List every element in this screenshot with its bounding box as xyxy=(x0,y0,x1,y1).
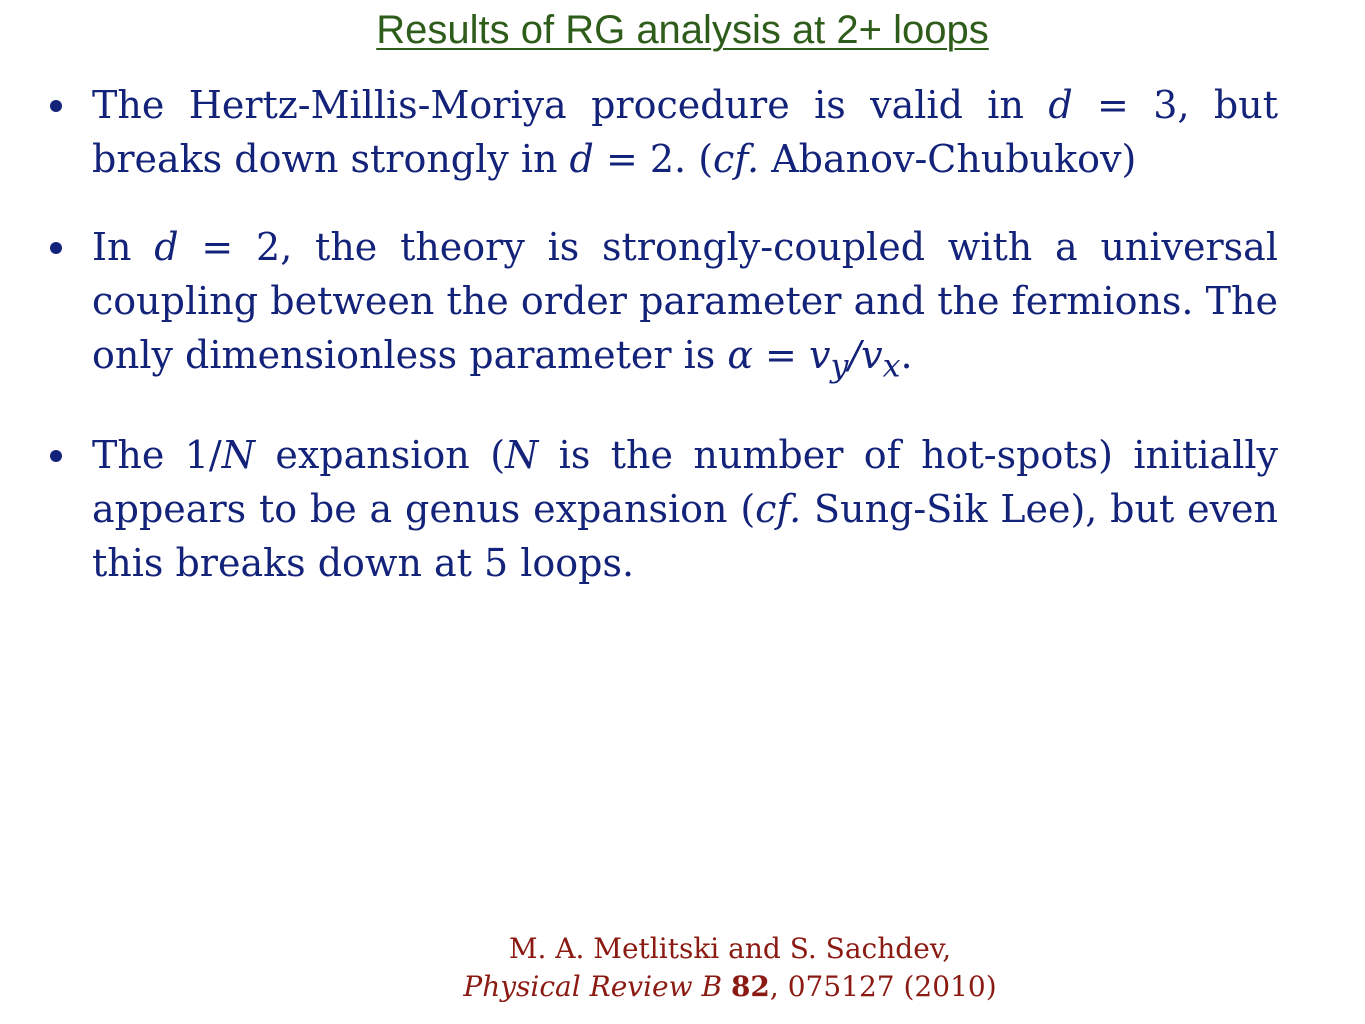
citation-journal: Physical Review B xyxy=(463,970,723,1003)
bullet-item xyxy=(50,78,1278,186)
bullet-text xyxy=(92,433,1278,585)
math-segment: α = v xyxy=(727,333,831,377)
math-segment: d xyxy=(154,225,179,269)
text-segment: expansion ( xyxy=(254,432,506,477)
math-segment: cf. xyxy=(755,486,802,531)
citation-authors: M. A. Metlitski and S. Sachdev, xyxy=(508,932,952,965)
text-segment: = 3, but breaks down strongly in xyxy=(92,83,1278,181)
math-segment: N xyxy=(505,432,539,477)
slide-title-wrapper xyxy=(0,8,1365,53)
bullet-item xyxy=(50,220,1278,394)
bullet-item xyxy=(50,428,1278,590)
bullet-dot-icon xyxy=(50,450,62,462)
citation-reference xyxy=(420,968,1040,1006)
text-segment: . xyxy=(900,333,913,377)
citation-volume: 82 xyxy=(730,970,770,1003)
bullet-text xyxy=(92,225,1278,385)
text-segment: Sung-Sik Lee), but even this breaks down at 5 loops. xyxy=(92,486,1278,585)
text-segment: The 1/ xyxy=(92,432,222,477)
math-segment: x xyxy=(882,348,901,385)
bullet-list xyxy=(50,78,1278,624)
math-segment: N xyxy=(221,432,255,477)
math-segment: d xyxy=(1048,83,1073,127)
bullet-dot-icon xyxy=(50,242,62,254)
math-segment: cf. xyxy=(713,137,760,181)
text-segment: = 2, the theory is strongly-coupled with a universal coupling between the order parameter and the fermions. The only dimensionless parameter is xyxy=(92,225,1278,377)
bullet-text xyxy=(92,83,1278,181)
text-segment: Abanov-Chubukov) xyxy=(759,137,1137,181)
math-segment: /v xyxy=(848,333,883,377)
text-segment: = 2. ( xyxy=(593,137,714,181)
citation xyxy=(420,930,1040,1006)
text-segment: The Hertz-Millis-Moriya procedure is valid in xyxy=(92,83,1049,127)
text-segment: is the number of hot-spots) initially appears to be a genus expansion ( xyxy=(92,432,1278,531)
bullet-dot-icon xyxy=(50,100,62,112)
slide-title: Results of RG analysis at 2+ loops xyxy=(376,8,989,52)
math-segment: d xyxy=(569,137,594,181)
citation-pages-year: , 075127 (2010) xyxy=(769,970,997,1003)
text-segment: In xyxy=(92,225,155,269)
math-segment: y xyxy=(830,348,849,385)
